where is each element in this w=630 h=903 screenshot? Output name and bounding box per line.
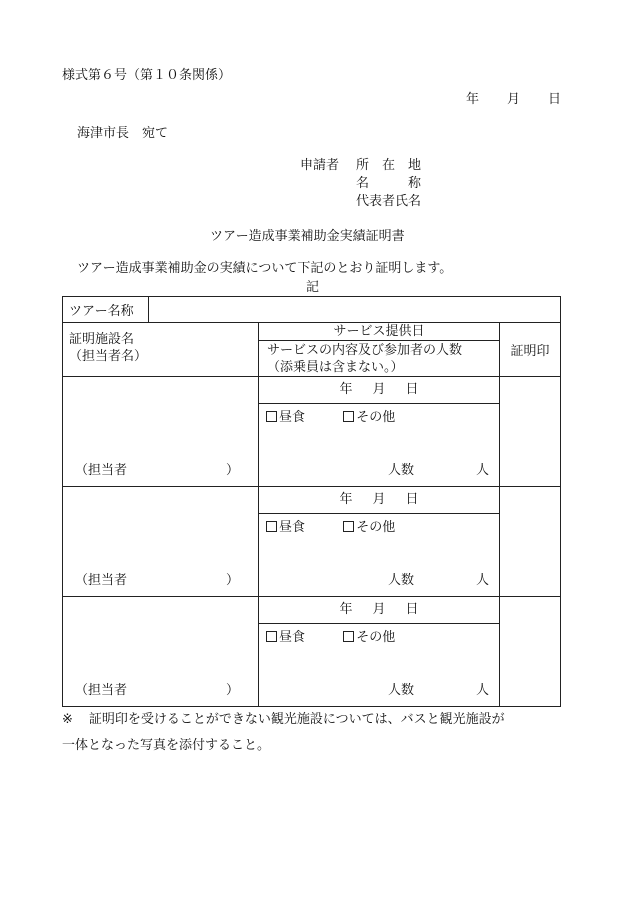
participant-count[interactable]: 人数 人 (387, 573, 489, 588)
other-checkbox[interactable] (343, 521, 354, 532)
seal-cell[interactable] (500, 487, 561, 597)
note-mark: ※ (62, 712, 73, 727)
tour-name-label: ツアー名称 (63, 297, 149, 323)
table-row (63, 487, 561, 597)
service-date[interactable]: 年 月 日 (259, 487, 499, 514)
note-line-1 (62, 712, 505, 728)
facility-cell[interactable] (63, 377, 259, 487)
date-month-label: 月 (507, 92, 521, 107)
facility-header (63, 323, 259, 377)
tour-name-field[interactable] (149, 297, 561, 323)
applicant-role: 申請者 (300, 158, 340, 173)
contact-person: （担当者 ） (75, 573, 239, 588)
note-text-1: 証明印を受けることができない観光施設については、バスと観光施設が (88, 712, 505, 727)
date-year-label: 年 (466, 92, 480, 107)
service-header (259, 323, 500, 377)
service-date[interactable]: 年 月 日 (259, 597, 499, 624)
form-id: 様式第６号（第１０条関係） (62, 68, 232, 83)
other-checkbox[interactable] (343, 411, 354, 422)
contact-person: （担当者 ） (75, 463, 239, 478)
contact-person: （担当者 ） (75, 683, 239, 698)
seal-header: 証明印 (500, 323, 561, 377)
other-label: その他 (356, 520, 396, 535)
service-content-note: （添乗員は含まない。） (267, 360, 404, 375)
facility-header-label: 証明施設名 (69, 332, 135, 347)
seal-cell[interactable] (500, 597, 561, 707)
service-cell (259, 377, 500, 487)
participant-count[interactable]: 人数 人 (387, 683, 489, 698)
facility-header-sub: （担当者名） (69, 349, 148, 364)
other-label: その他 (356, 630, 396, 645)
ki-label: 記 (306, 280, 320, 295)
other-checkbox[interactable] (343, 631, 354, 642)
representative-label: 代表者氏名 (356, 194, 422, 209)
facility-cell[interactable] (63, 597, 259, 707)
note-line-2: 一体となった写真を添付すること。 (62, 738, 271, 753)
other-label: その他 (356, 410, 396, 425)
intro-text: ツアー造成事業補助金の実績について下記のとおり証明します。 (77, 261, 453, 276)
address-label: 所 在 地 (356, 158, 422, 173)
addressee: 海津市長 宛て (77, 126, 169, 141)
participant-count[interactable]: 人数 人 (387, 463, 489, 478)
service-content-header: サービスの内容及び参加者の人数 (267, 343, 463, 358)
service-cell (259, 487, 500, 597)
lunch-checkbox[interactable] (266, 631, 277, 642)
lunch-label: 昼食 (279, 410, 306, 425)
lunch-label: 昼食 (279, 630, 306, 645)
lunch-checkbox[interactable] (266, 411, 277, 422)
certificate-table (62, 296, 561, 707)
document-title: ツアー造成事業補助金実績証明書 (210, 229, 405, 244)
table-row (63, 377, 561, 487)
seal-cell[interactable] (500, 377, 561, 487)
service-date[interactable]: 年 月 日 (259, 377, 499, 404)
date-line (466, 92, 561, 108)
table-row (63, 597, 561, 707)
service-date-header: サービス提供日 (259, 323, 499, 341)
name-label: 名 称 (356, 176, 422, 191)
facility-cell[interactable] (63, 487, 259, 597)
lunch-checkbox[interactable] (266, 521, 277, 532)
service-cell (259, 597, 500, 707)
date-day-label: 日 (548, 92, 562, 107)
lunch-label: 昼食 (279, 520, 306, 535)
